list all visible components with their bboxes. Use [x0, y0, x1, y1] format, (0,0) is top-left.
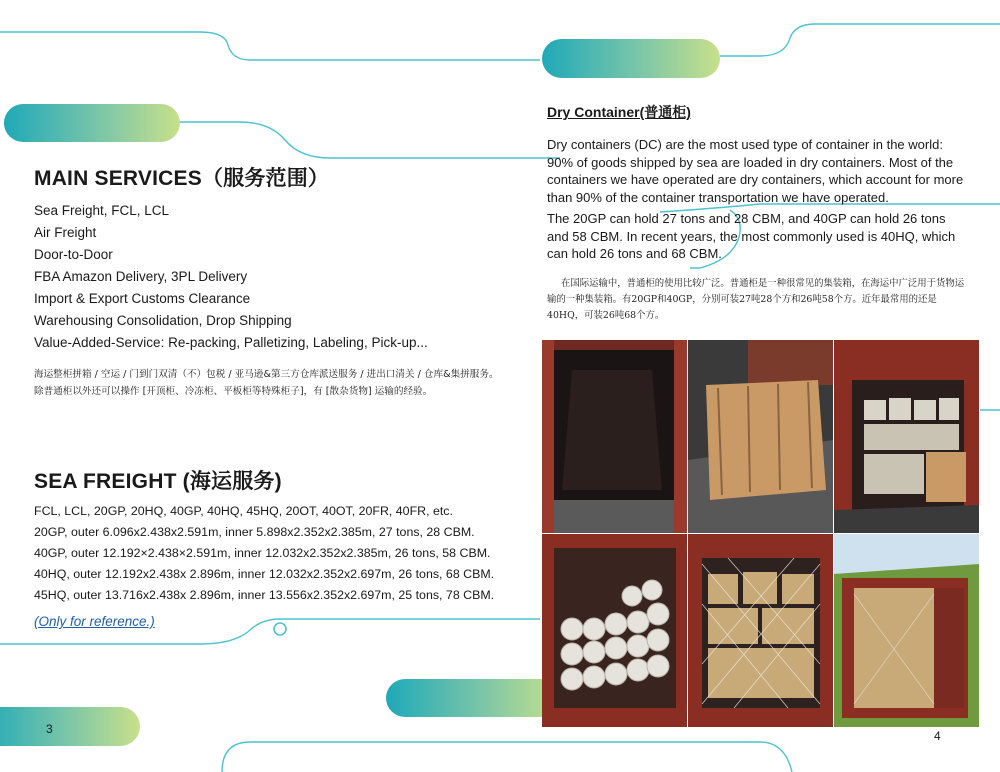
dry-container-title: Dry Container(普通柜): [547, 104, 691, 120]
dry-container-description: [547, 136, 965, 263]
services-cn-line: 除普通柜以外还可以操作 [开顶柜、冷冻柜、平板柜等特殊柜子]，有 [散杂货物] 运输的经验。: [34, 386, 433, 397]
description-paragraph-2: The 20GP can hold 27 tons and 28 CBM, and 40GP can hold 26 tons and 58 CBM. In recent years, the most commonly used is 40HQ, which can hold 26 tons and 68 CBM.: [547, 211, 956, 261]
service-item: FBA Amazon Delivery, 3PL Delivery: [34, 269, 248, 284]
sea-freight-specs: [34, 501, 504, 606]
fabric-rolls-photo: [542, 534, 687, 727]
netted-cargo-photo: [688, 534, 833, 727]
description-paragraph-1: Dry containers (DC) are the most used type of container in the world: 90% of goods shipped by sea are loaded in dry containers. Most of the containers we have operated are dry containers, which account for more than 90% of the container transportation we have operated.: [547, 137, 964, 205]
services-chinese-text: [34, 366, 504, 400]
service-item: Warehousing Consolidation, Drop Shipping: [34, 313, 292, 328]
decor-pill-mid: [386, 679, 562, 717]
spec-line: 45HQ, outer 13.716x2.438x 2.896m, inner 13.556x2.352x2.697m, 25 tons, 78 CBM.: [34, 588, 495, 602]
dry-container-chinese-paragraph: 在国际运输中，普通柜的使用比较广泛。普通柜是一种很常见的集装箱，在海运中广泛用于货物运输的一种集装箱。有20GP和40GP，分别可装27吨28个方和26吨58个方。近年最常用的还是40HQ，可装26吨68个方。: [547, 278, 965, 321]
spec-line: 40GP, outer 12.192×2.438×2.591m, inner 12.032x2.352x2.385m, 26 tons, 58 CBM.: [34, 546, 491, 560]
loaded-cartons-photo: [834, 340, 979, 533]
spec-line: 20GP, outer 6.096x2.438x2.591m, inner 5.898x2.352x2.385m, 27 tons, 28 CBM.: [34, 525, 475, 539]
spec-line: 40HQ, outer 12.192x2.438x 2.896m, inner 12.032x2.352x2.697m, 26 tons, 68 CBM.: [34, 567, 495, 581]
main-services-title: MAIN SERVICES（服务范围）: [34, 167, 330, 190]
decor-pill-top-left: [4, 104, 180, 142]
sea-freight-title: SEA FREIGHT (海运服务): [34, 470, 282, 493]
service-item: Sea Freight, FCL, LCL: [34, 203, 170, 218]
service-item: Air Freight: [34, 225, 97, 240]
service-item: Door-to-Door: [34, 247, 113, 262]
page-number-pill-left: [0, 707, 140, 746]
decor-pill-top-right: [542, 39, 720, 78]
service-item: Value-Added-Service: Re-packing, Palletizing, Labeling, Pick-up...: [34, 335, 428, 350]
wooden-crate-photo: [688, 340, 833, 533]
service-item: Import & Export Customs Clearance: [34, 291, 251, 306]
reference-note: (Only for reference.): [34, 614, 155, 629]
page-number-right: 4: [934, 729, 941, 743]
page-number-left: 3: [46, 722, 53, 736]
container-door-photo: [834, 534, 979, 727]
services-list: [34, 200, 504, 354]
spec-line: FCL, LCL, 20GP, 20HQ, 40GP, 40HQ, 45HQ, 20OT, 40OT, 20FR, 40FR, etc.: [34, 504, 453, 518]
services-cn-line: 海运整柜拼箱 / 空运 / 门到门双清（不）包税 / 亚马逊&第三方仓库派送服务 / 进出口清关 / 仓库&集拼服务。: [34, 369, 499, 380]
empty-container-photo: [542, 340, 687, 533]
